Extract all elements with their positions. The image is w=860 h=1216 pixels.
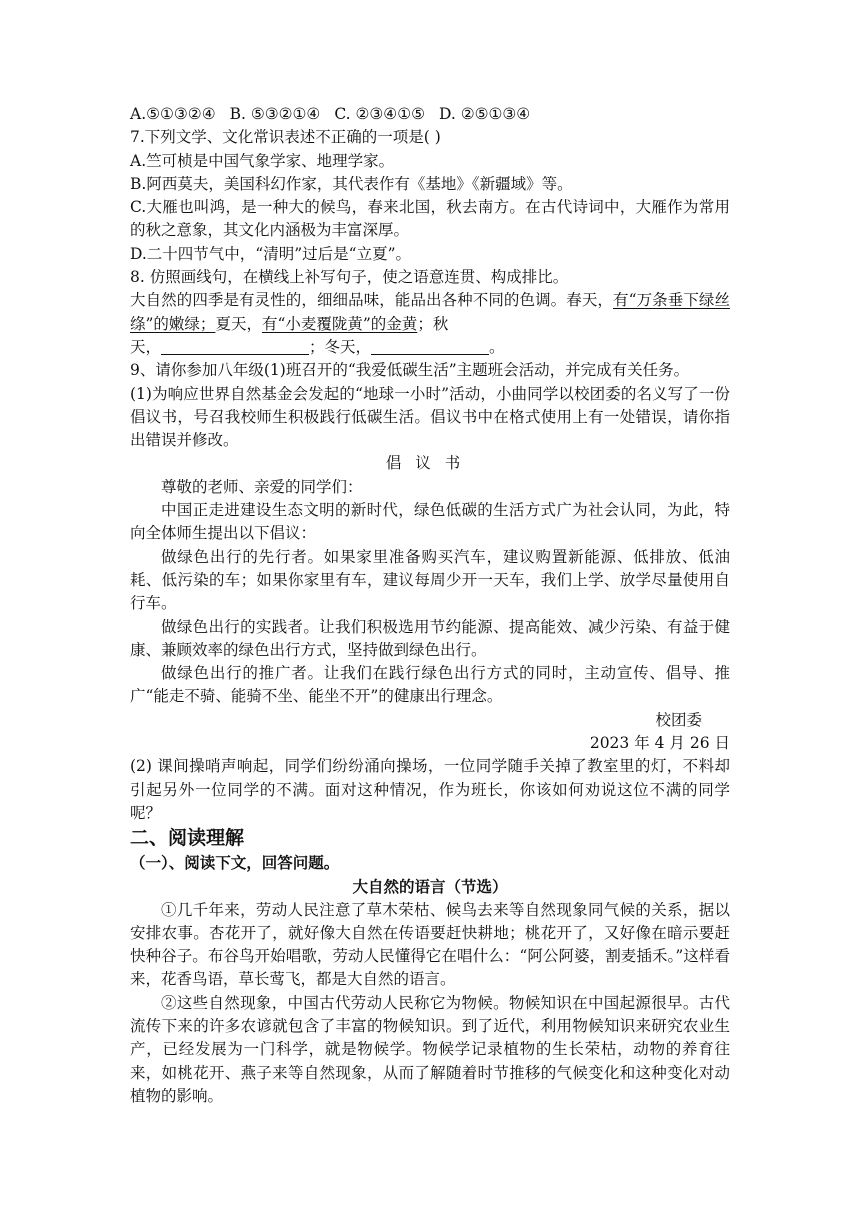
q8-spring-example: 有“万条垂下绿丝绦”的嫩绿；: [130, 291, 730, 333]
q6-option-d: D. ②⑤①③④: [438, 105, 531, 123]
q6-option-b: B. ⑤③②①④: [229, 105, 321, 123]
q8-autumn-prefix: 天，: [130, 337, 162, 356]
exam-page: [130, 103, 730, 1108]
proposal-title: 倡议书: [385, 454, 475, 473]
q8-autumn-blank[interactable]: [161, 338, 309, 355]
q6-option-c: C. ②③④①⑤: [334, 105, 425, 123]
article-paragraph-2: ②这些自然现象，中国古代劳动人民称它为物候。物候知识在中国起源很早。古代流传下来的许多农谚就包含了丰富的物候知识。到了近代，利用物候知识来研究农业生产，已经发展为一门科学，就是物候学。物候学记录植物的生长荣枯，动物的养育往来，如桃花开、燕子来等自然现象，从而了解随着时节推移的气候变化和这种变化对动植物的影响。: [130, 993, 730, 1105]
q9-part1: (1)为响应世界自然基金会发起的“地球一小时”活动，小曲同学以校团委的名义写了一份倡议书，号召我校师生积极践行低碳生活。倡议书中在格式使用上有一处错误，请你指出错误并修改。: [130, 384, 730, 450]
article-paragraph-1: ①几千年来，劳动人民注意了草木荣枯、候鸟去来等自然现象同气候的关系，据以安排农事。杏花开了，就好像大自然在传语要赶快耕地；桃花开了，又好像在暗示要赶快种谷子。布谷鸟开始唱歌，劳动人民懂得它在唱什么：“阿公阿婆，割麦插禾。”这样看来，花香鸟语，草长莺飞，都是大自然的语言。: [130, 900, 730, 989]
q7-option-c: C.大雁也叫鸿，是一种大的候鸟，春来北国，秋去南方。在古代诗词中，大雁作为常用的秋之意象，其文化内涵极为丰富深厚。: [130, 198, 730, 240]
q7-option-d: D.二十四节气中，“清明”过后是“立夏”。: [130, 244, 411, 263]
q9-stem: 9、请你参加八年级(1)班召开的“我爱低碳生活”主题班会活动，并完成有关任务。: [130, 361, 690, 380]
proposal-paragraph-4: 做绿色出行的推广者。让我们在践行绿色出行方式的同时，主动宣传、倡导、推广“能走不骑、能骑不坐、能坐不开”的健康出行理念。: [130, 664, 730, 706]
proposal-greeting: 尊敬的老师、亲爱的同学们：: [161, 477, 363, 496]
q8-summer-suffix: ；秋: [417, 314, 449, 333]
q8-winter-blank[interactable]: [371, 338, 489, 355]
proposal-date: 2023 年 4 月 26 日: [589, 734, 730, 753]
q8-winter-prefix: ；冬天，: [309, 337, 372, 356]
q7-option-b: B.阿西莫夫，美国科幻作家，其代表作有《基地》《新疆域》等。: [130, 174, 573, 193]
q8-body: [130, 289, 730, 359]
q7-option-a: A.竺可桢是中国气象学家、地理学家。: [130, 151, 395, 170]
q8-stem: 8. 仿照画线句，在横线上补写句子，使之语意连贯、构成排比。: [130, 268, 569, 287]
q7-stem: 7.下列文学、文化常识表述不正确的一项是( ): [130, 128, 441, 147]
q9-part2: (2) 课间操哨声响起，同学们纷纷涌向操场，一位同学随手关掉了教室里的灯，不料却引起另外一位同学的不满。面对这种情况，作为班长，你该如何劝说这位不满的同学呢？: [130, 757, 730, 822]
q8-end-mark: 。: [489, 337, 505, 356]
section-subheading: （一）、阅读下文，回答问题。: [130, 854, 340, 873]
q8-summer-prefix: 夏天，: [215, 314, 262, 333]
proposal-signature: 校团委: [655, 710, 702, 729]
q8-intro: 大自然的四季是有灵性的，细细品味，能品出各种不同的色调。春天，: [130, 291, 613, 310]
proposal-paragraph-3: 做绿色出行的实践者。让我们积极选用节约能源、提高能效、减少污染、有益于健康、兼顾效率的绿色出行方式，坚持做到绿色出行。: [130, 617, 730, 659]
section-heading: 二、阅读理解: [130, 827, 245, 850]
q6-options: [130, 103, 730, 126]
article-title: 大自然的语言（节选）: [352, 877, 508, 897]
proposal-paragraph-2: 做绿色出行的先行者。如果家里准备购买汽车，建议购置新能源、低排放、低油耗、低污染的车；如果你家里有车，建议每周少开一天车，我们上学、放学尽量使用自行车。: [130, 547, 730, 613]
q6-option-a: A.⑤①③②④: [130, 105, 216, 123]
proposal-paragraph-1: 中国正走进建设生态文明的新时代，绿色低碳的生活方式广为社会认同，为此，特向全体师生提出以下倡议：: [130, 501, 730, 543]
q8-summer-example: 有“小麦覆陇黄”的金黄: [261, 314, 418, 333]
